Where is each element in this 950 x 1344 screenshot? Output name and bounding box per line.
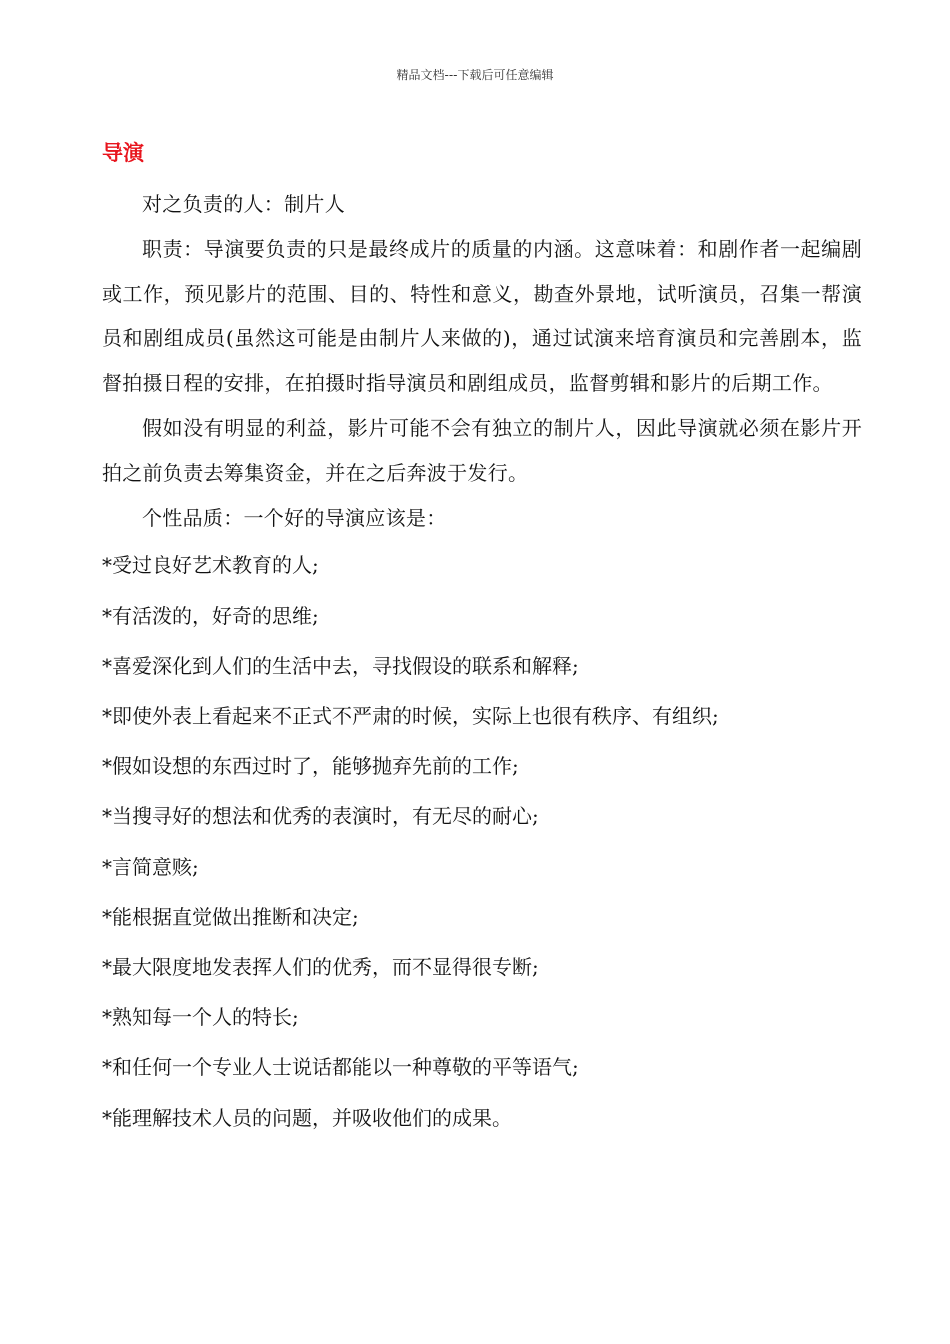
list-item: *和任何一个专业人士说话都能以一种尊敬的平等语气; <box>102 1055 579 1080</box>
paragraph-duties: 职责：导演要负责的只是最终成片的质量的内涵。这意味着：和剧作者一起编剧或工作，预见影片的范围、目的、特性和意义，勘查外景地，试听演员，召集一帮演员和剧组成员(虽然这可能是由制片人来做的)，通过试演来培育演员和完善剧本，监督拍摄日程的安排，在拍摄时指导演员和剧组成员，监督剪辑和影片的后期工作。 <box>102 236 862 396</box>
qualities-list <box>102 540 862 1142</box>
paragraph-qualities-intro: 个性品质：一个好的导演应该是： <box>142 505 447 530</box>
list-item: *受过良好艺术教育的人; <box>102 553 319 578</box>
list-item: *言简意赅; <box>102 854 199 879</box>
paragraph-responsible-to: 对之负责的人：制片人 <box>142 192 345 216</box>
list-item: *最大限度地发表挥人们的优秀，而不显得很专断; <box>102 955 539 979</box>
list-item: *假如设想的东西过时了，能够抛弃先前的工作; <box>102 754 519 779</box>
list-item: *能根据直觉做出推断和决定; <box>102 904 359 929</box>
document-body <box>102 182 862 1143</box>
list-item: *喜爱深化到人们的生活中去，寻找假设的联系和解释; <box>102 653 579 678</box>
page-header: 精品文档---下载后可任意编辑 <box>396 68 554 82</box>
document-title: 导演 <box>102 141 144 165</box>
list-item: *当搜寻好的想法和优秀的表演时，有无尽的耐心; <box>102 804 539 829</box>
list-item: *能理解技术人员的问题，并吸收他们的成果。 <box>102 1105 512 1130</box>
list-item: *有活泼的，好奇的思维; <box>102 603 319 628</box>
list-item: *熟知每一个人的特长; <box>102 1005 299 1030</box>
list-item: *即使外表上看起来不正式不严肃的时候，实际上也很有秩序、有组织; <box>102 703 719 728</box>
paragraph-funding: 假如没有明显的利益，影片可能不会有独立的制片人，因此导演就必须在影片开拍之前负责去筹集资金，并在之后奔波于发行。 <box>102 415 862 485</box>
